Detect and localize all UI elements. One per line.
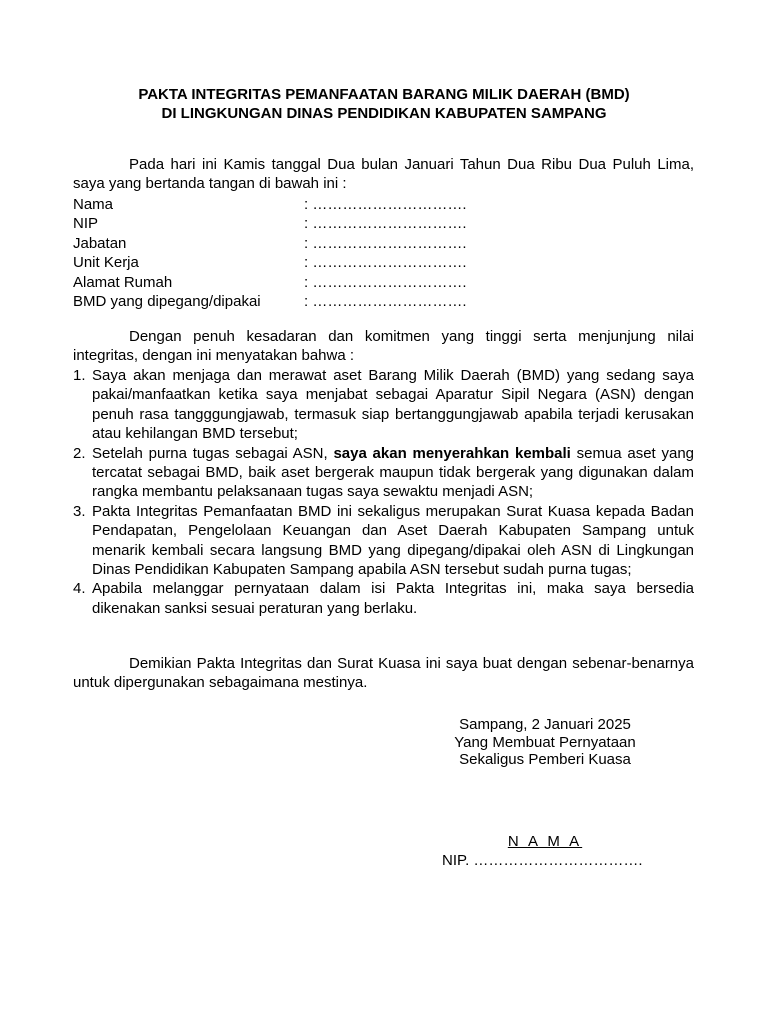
signature-nip: NIP. ……………………………. <box>442 852 643 869</box>
list-item <box>73 444 694 502</box>
list-number: 2. <box>73 444 86 462</box>
field-row-alamat-rumah <box>73 273 694 292</box>
field-row-unit-kerja <box>73 253 694 272</box>
field-label: NIP <box>73 215 99 233</box>
signature-name: N A M A <box>507 833 583 850</box>
field-value: : …………………………. <box>304 215 467 233</box>
field-value: : …………………………. <box>304 234 467 252</box>
field-row-bmd <box>73 292 694 311</box>
field-row-jabatan <box>73 234 694 253</box>
closing-paragraph: Demikian Pakta Integritas dan Surat Kuasa ini saya buat dengan sebenar-benarnya untuk dipergunakan sebagaimana mestinya. <box>73 655 694 692</box>
list-text-post: semua aset yang tercatat sebagai BMD, baik aset bergerak maupun tidak bergerak yang digunakan dalam rangka membantu pelaksanaan tugas saya sewaktu menjadi ASN; <box>92 444 695 501</box>
field-value: : …………………………. <box>304 292 467 310</box>
field-row-nama <box>73 195 694 214</box>
field-label: Unit Kerja <box>73 254 139 272</box>
identity-fields <box>73 195 694 311</box>
list-text: Apabila melanggar pernyataan dalam isi Pakta Integritas ini, maka saya bersedia dikenakan sanksi sesuai peraturan yang berlaku. <box>92 580 694 617</box>
statement-list <box>73 366 694 618</box>
signature-place-date: Sampang, 2 Januari 2025 <box>459 716 631 733</box>
list-number: 3. <box>73 502 86 520</box>
field-value: : …………………………. <box>304 273 467 291</box>
field-row-nip <box>73 214 694 233</box>
list-number: 1. <box>73 367 86 384</box>
declaration-paragraph: Dengan penuh kesadaran dan komitmen yang tinggi serta menjunjung nilai integritas, dengan ini menyatakan bahwa : <box>73 328 694 365</box>
signature-role-2: Sekaligus Pemberi Kuasa <box>459 751 631 768</box>
signature-role: Yang Membuat Pernyataan <box>454 733 636 751</box>
list-text-bold: saya akan menyerahkan kembali <box>333 444 571 462</box>
field-label: Jabatan <box>73 234 127 252</box>
list-item <box>73 366 694 444</box>
intro-paragraph: Pada hari ini Kamis tanggal Dua bulan Januari Tahun Dua Ribu Dua Puluh Lima, saya yang bertanda tangan di bawah ini : <box>73 156 694 193</box>
field-value: : …………………………. <box>304 196 467 213</box>
list-text-pre: Setelah purna tugas sebagai ASN, <box>92 444 334 462</box>
signature-block <box>400 716 690 769</box>
list-text: Saya akan menjaga dan merawat aset Barang Milik Daerah (BMD) yang sedang saya pakai/manfaatkan ketika saya menjabat sebagai Aparatur Sipil Negara (ASN) dengan penuh rasa tangggungjawab, termasuk siap bertanggungjawab apabila terjadi kerusakan atau kehilangan BMD tersebut; <box>92 367 694 443</box>
list-item <box>73 502 694 580</box>
list-item <box>73 579 694 618</box>
title-line-2: DI LINGKUNGAN DINAS PENDIDIKAN KABUPATEN SAMPANG <box>161 105 607 122</box>
field-label: Alamat Rumah <box>73 273 173 291</box>
document-title <box>0 85 768 123</box>
field-value: : …………………………. <box>304 254 467 272</box>
field-label: BMD yang dipegang/dipakai <box>73 292 261 310</box>
list-text: Pakta Integritas Pemanfaatan BMD ini sekaligus merupakan Surat Kuasa kepada Badan Pendapatan, Pengelolaan Keuangan dan Aset Daerah Kabupaten Sampang untuk menarik kembali secara langsung BMD yang dipegang/dipakai oleh ASN di Lingkungan Dinas Pendidikan Kabupaten Sampang apabila ASN tersebut sudah purna tugas; <box>92 502 694 579</box>
list-number: 4. <box>73 580 86 598</box>
title-line-1: PAKTA INTEGRITAS PEMANFAATAN BARANG MILIK DAERAH (BMD) <box>138 86 630 103</box>
field-label: Nama <box>73 196 114 213</box>
